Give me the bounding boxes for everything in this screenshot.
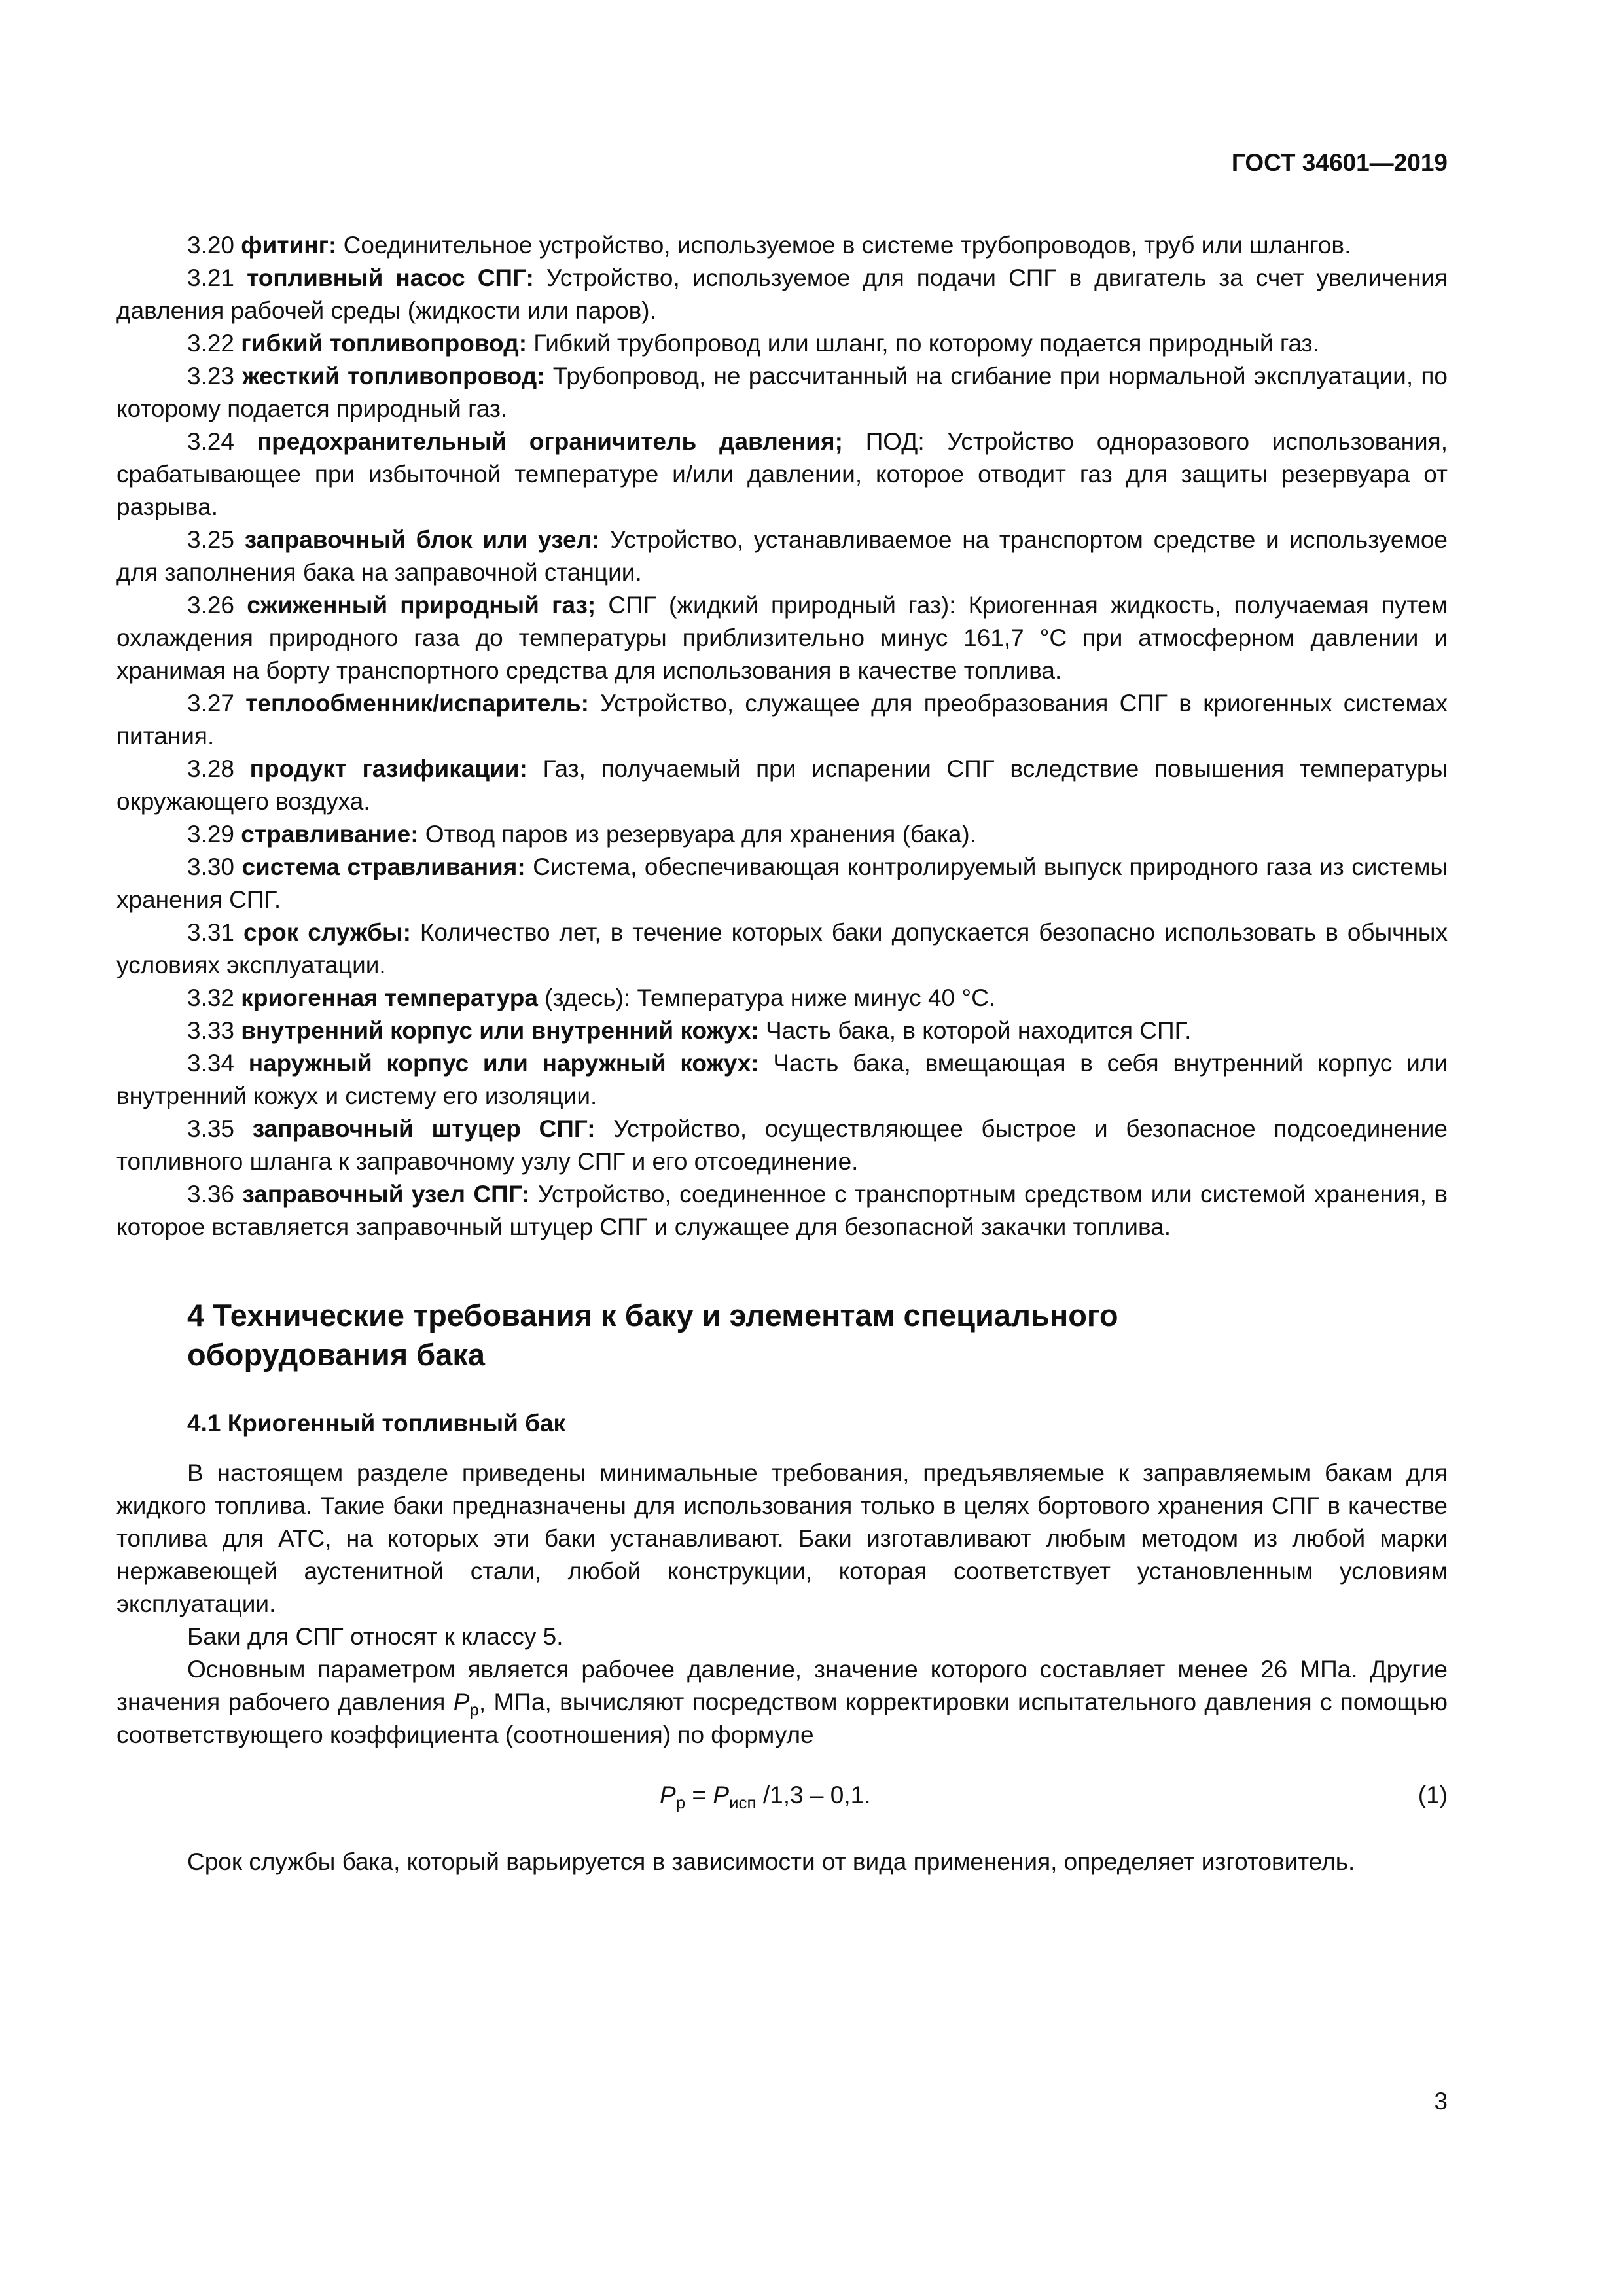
definition-term: сжиженный природный газ;: [247, 592, 596, 619]
document-header: ГОСТ 34601—2019: [1231, 149, 1448, 176]
definition-3-23: [116, 360, 1448, 425]
definition-term: криогенная температура: [241, 984, 538, 1011]
definition-3-35: [116, 1113, 1448, 1178]
definition-text: Часть бака, в которой находится СПГ.: [758, 1017, 1192, 1044]
definition-text: Трубопровод, не рассчитанный на сгибание при нормальной эксплуатации, по которому подается природный газ.: [116, 363, 1448, 422]
formula-number: (1): [1418, 1782, 1448, 1808]
paragraph: [116, 1653, 1448, 1751]
formula-equals: =: [685, 1782, 713, 1808]
definition-3-34: [116, 1047, 1448, 1113]
definition-3-25: [116, 524, 1448, 589]
formula-expression: [660, 1779, 870, 1812]
formula-lhs: P: [660, 1782, 676, 1808]
subsection-4-1-title: 4.1 Криогенный топливный бак: [187, 1410, 566, 1437]
formula-lhs-subscript: р: [675, 1793, 686, 1812]
definition-number: 3.20: [187, 232, 235, 259]
paragraph-text: Основным параметром является рабочее давление, значение которого составляет менее 26 МПа. Другие значения рабочего давления: [116, 1656, 1448, 1715]
definition-text: Устройство, устанавливаемое на транспортом средстве и используемое для заполнения бака на заправочной станции.: [116, 526, 1448, 586]
section-4-title: 4 Технические требования к баку и элементам специального оборудования бака: [187, 1298, 1118, 1372]
definition-number: 3.32: [187, 984, 235, 1011]
definition-term: стравливание:: [241, 821, 419, 848]
symbol-subscript: р: [469, 1700, 479, 1719]
definition-3-22: [116, 327, 1448, 360]
definition-number: 3.28: [187, 755, 235, 782]
definition-text: (здесь): Температура ниже минус 40 °С.: [537, 984, 996, 1011]
definition-text: Отвод паров из резервуара для хранения (бака).: [418, 821, 976, 848]
definition-term: продукт газификации:: [249, 755, 527, 782]
definition-term: срок службы:: [243, 919, 411, 946]
definition-term: гибкий топливопровод:: [241, 330, 527, 357]
definition-text: Соединительное устройство, используемое в системе трубопроводов, труб или шлангов.: [336, 232, 1351, 259]
document-body: [116, 229, 1448, 1878]
definition-number: 3.33: [187, 1017, 235, 1044]
definition-text: ПОД: Устройство одноразового использования, срабатывающее при избыточной температуре и/или давлении, которое отводит газ для защиты резервуара от разрыва.: [116, 428, 1448, 520]
definition-number: 3.22: [187, 330, 235, 357]
definition-text: Гибкий трубопровод или шланг, по которому подается природный газ.: [527, 330, 1319, 357]
definition-text: СПГ (жидкий природный газ): Криогенная жидкость, получаемая путем охлаждения природного газа до температуры приблизительно минус 161,7 °С при атмосферном давлении и хранимая на борту транспортного средства для использования в качестве топлива.: [116, 592, 1448, 684]
definition-3-26: [116, 589, 1448, 687]
definition-3-24: [116, 425, 1448, 524]
definition-term: предохранительный ограничитель давления;: [257, 428, 843, 455]
definition-3-31: [116, 916, 1448, 982]
definition-3-29: [116, 818, 1448, 851]
definition-number: 3.25: [187, 526, 235, 553]
formula-rhs-subscript: исп: [729, 1793, 757, 1812]
definition-term: наружный корпус или наружный кожух:: [248, 1050, 759, 1077]
definition-term: система стравливания:: [241, 853, 526, 880]
definition-text: Устройство, используемое для подачи СПГ в двигатель за счет увеличения давления рабочей среды (жидкости или паров).: [116, 264, 1448, 324]
definition-text: Устройство, осуществляющее быстрое и безопасное подсоединение топливного шланга к заправочному узлу СПГ и его отсоединение.: [116, 1115, 1448, 1175]
definition-text: Система, обеспечивающая контролируемый выпуск природного газа из системы хранения СПГ.: [116, 853, 1448, 913]
definition-3-32: [116, 982, 1448, 1014]
definition-text: Газ, получаемый при испарении СПГ вследствие повышения температуры окружающего воздуха.: [116, 755, 1448, 815]
paragraph: Срок службы бака, который варьируется в зависимости от вида применения, определяет изготовитель.: [187, 1848, 1355, 1875]
definition-3-27: [116, 687, 1448, 753]
definition-number: 3.21: [187, 264, 235, 291]
formula-rhs: P: [713, 1782, 730, 1808]
formula-1: [116, 1779, 1448, 1812]
definition-term: жесткий топливопровод:: [242, 363, 545, 389]
definition-3-33: [116, 1014, 1448, 1047]
definition-term: заправочный узел СПГ:: [242, 1181, 530, 1208]
definition-term: заправочный штуцер СПГ:: [252, 1115, 596, 1142]
symbol-p: P: [453, 1689, 470, 1715]
definition-number: 3.31: [187, 919, 235, 946]
definition-term: внутренний корпус или внутренний кожух:: [241, 1017, 759, 1044]
definition-3-21: [116, 262, 1448, 327]
definition-text: Часть бака, вмещающая в себя внутренний корпус или внутренний кожух и систему его изоляции.: [116, 1050, 1448, 1109]
definition-3-30: [116, 851, 1448, 916]
definition-number: 3.34: [187, 1050, 235, 1077]
definition-number: 3.24: [187, 428, 235, 455]
definition-term: топливный насос СПГ:: [247, 264, 534, 291]
definition-number: 3.26: [187, 592, 235, 619]
paragraph: Баки для СПГ относят к классу 5.: [187, 1623, 563, 1650]
definition-3-36: [116, 1178, 1448, 1244]
definition-text: Количество лет, в течение которых баки допускается безопасно использовать в обычных условиях эксплуатации.: [116, 919, 1448, 978]
definition-term: фитинг:: [241, 232, 337, 259]
paragraph: В настоящем разделе приведены минимальные требования, предъявляемые к заправляемым бакам для жидкого топлива. Такие баки предназначены для использования только в целях бортового хранения СПГ в качестве топлива для АТС, на которых эти баки устанавливают. Баки изготавливают любым методом из любой марки нержавеющей аустенитной стали, любой конструкции, которая соответствует установленным условиям эксплуатации.: [116, 1460, 1448, 1617]
definition-text: Устройство, соединенное с транспортным средством или системой хранения, в которое вставляется заправочный штуцер СПГ и служащее для безопасной закачки топлива.: [116, 1181, 1448, 1240]
definition-number: 3.36: [187, 1181, 235, 1208]
definition-number: 3.23: [187, 363, 235, 389]
definition-term: заправочный блок или узел:: [244, 526, 600, 553]
paragraph-text: , МПа, вычисляют посредством корректировки испытательного давления с помощью соответствующего коэффициента (соотношения) по формуле: [116, 1689, 1448, 1748]
formula-tail: /1,3 – 0,1.: [756, 1782, 871, 1808]
definitions-list: [116, 229, 1448, 1244]
definition-number: 3.30: [187, 853, 235, 880]
definition-term: теплообменник/испаритель:: [245, 690, 589, 717]
definition-number: 3.27: [187, 690, 235, 717]
definition-3-20: [116, 229, 1448, 262]
definition-text: Устройство, служащее для преобразования СПГ в криогенных системах питания.: [116, 690, 1448, 749]
page-number: 3: [1434, 2088, 1448, 2115]
definition-number: 3.29: [187, 821, 235, 848]
definition-3-28: [116, 753, 1448, 818]
definition-number: 3.35: [187, 1115, 235, 1142]
